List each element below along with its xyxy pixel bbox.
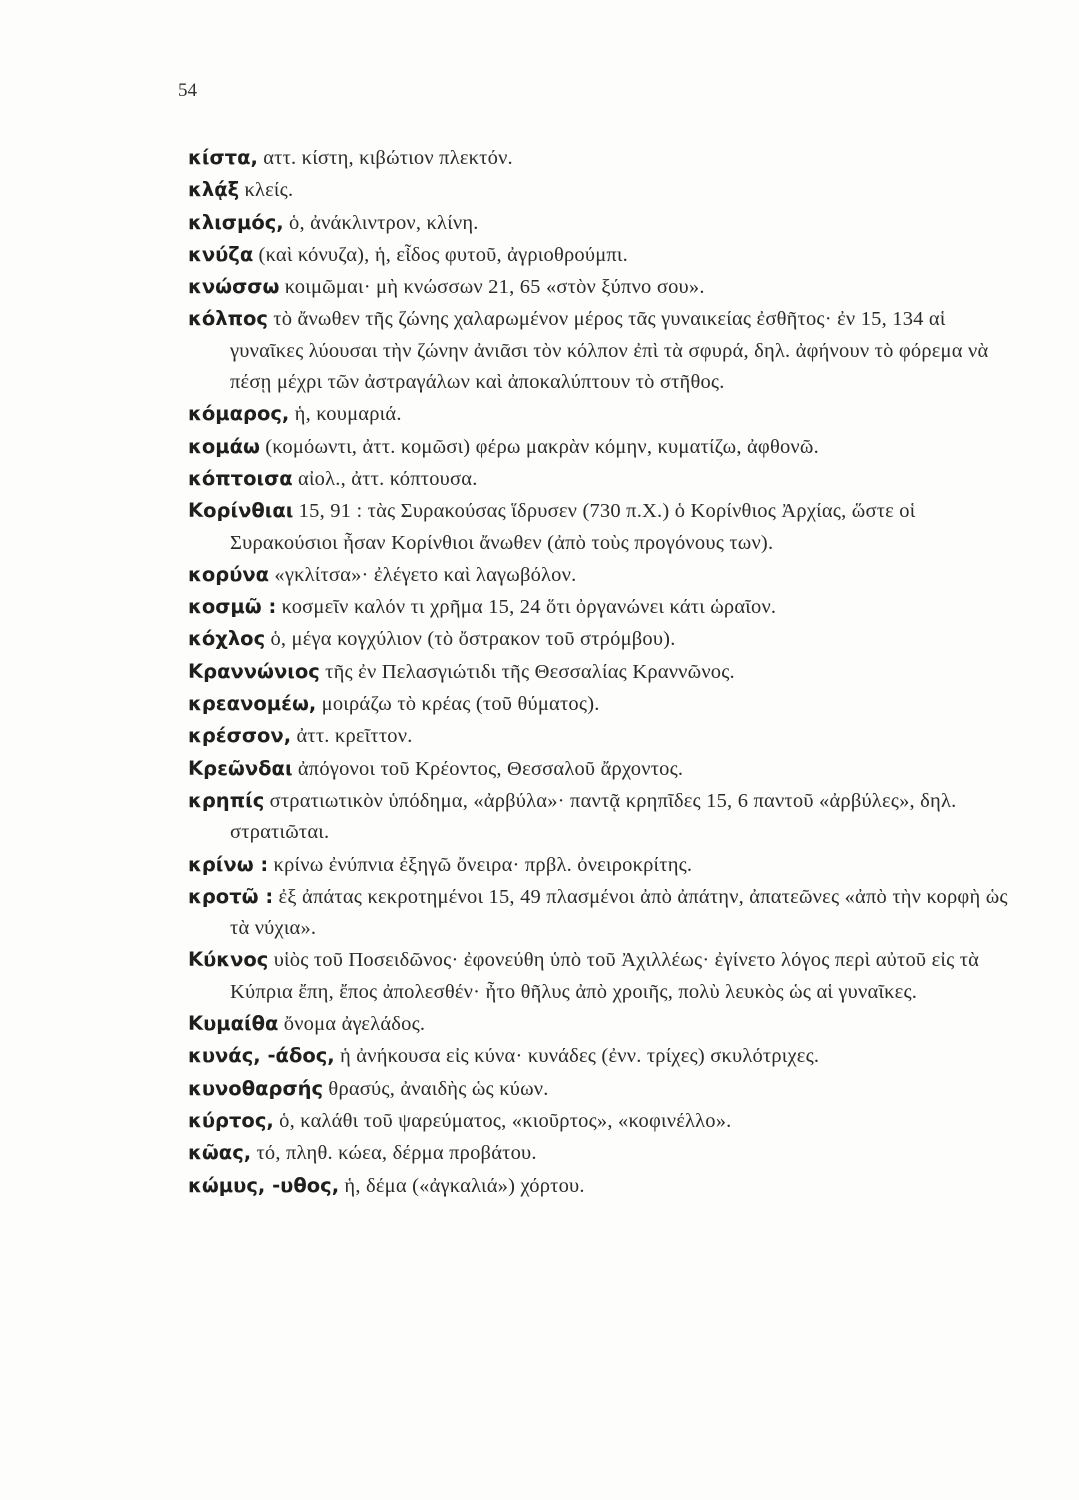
entry-definition: θρασύς, ἀναιδὴς ὡς κύων. [323, 1077, 549, 1100]
entry-definition: τό, πληθ. κώεα, δέρμα προβάτου. [251, 1142, 537, 1165]
entry-headword: κρεανομέω, [188, 692, 317, 716]
entry-definition: ἐξ ἀπάτας κεκροτημένοι 15, 49 πλασμένοι ἀπὸ ἀπάτην, ἀπατεῶνες «ἀπὸ τὴν κορφὴ ὡς τὰ νύχια». [230, 885, 1008, 940]
entry-headword: Κυμαίθα [188, 1012, 279, 1036]
glossary-entry [188, 1137, 1008, 1169]
glossary-entry [188, 785, 1008, 849]
entry-definition: αττ. κίστη, κιβώτιον πλεκτόν. [257, 147, 513, 169]
entry-headword: κοσμῶ : [188, 595, 277, 619]
glossary-entry [188, 463, 1008, 495]
entry-definition: υἱὸς τοῦ Ποσειδῶνος· ἐφονεύθη ὑπὸ τοῦ Ἀχιλλέως· ἐγίνετο λόγος περὶ αὐτοῦ εἰς τὰ Κύπρια ἔπη, ἔπος ἀπολεσθέν· ἦτο θῆλυς ἀπὸ χροιῆς, πολὺ λευκὸς ὡς αἱ γυναῖκες. [230, 949, 980, 1003]
entry-definition: ὄνομα ἀγελάδος. [278, 1013, 426, 1036]
glossary-entry [188, 239, 1008, 271]
glossary-entry [188, 1073, 1008, 1105]
entry-headword: κροτῶ : [188, 884, 274, 908]
entry-headword: κυνάς, -άδος, [188, 1044, 335, 1068]
entry-headword: κόχλος [188, 627, 266, 651]
entry-definition: τὸ ἄνωθεν τῆς ζώνης χαλαρωμένον μέρος τᾶς γυναικείας ἐσθῆτος· ἐν 15, 134 αἱ γυναῖκες λύουσαι τὴν ζώνην ἀνιᾶσι τὸν κόλπον ἐπὶ τὰ σφυρά, δηλ. ἀφήνουν τὸ φόρεμα νὰ πέσῃ μέχρι τῶν ἀστραγάλων καὶ ἀποκαλύπτουν τὸ στῆθος. [230, 308, 989, 394]
glossary-entry [188, 656, 1008, 688]
entry-headword: κορύνα [188, 562, 270, 586]
entry-definition: (καὶ κόνυζα), ἡ, εἶδος φυτοῦ, ἀγριοθρούμπι. [253, 243, 628, 266]
entry-definition: αἰολ., ἀττ. κόπτουσα. [292, 467, 478, 490]
glossary-entry [188, 559, 1008, 591]
glossary-entry [188, 591, 1008, 623]
entry-headword: κνώσσω [188, 275, 280, 299]
entry-headword: κλισμός, [188, 210, 284, 234]
glossary-entry [188, 271, 1008, 303]
glossary-entry [188, 1105, 1008, 1137]
glossary-entry [188, 1040, 1008, 1072]
glossary-entry [188, 881, 1008, 945]
entry-definition: ἡ, κουμαριά. [289, 403, 402, 426]
entry-headword: κόπτοισα [188, 466, 293, 490]
glossary-entry [188, 944, 1008, 1008]
entry-definition: ἀπόγονοι τοῦ Κρέοντος, Θεσσαλοῦ ἄρχοντος. [292, 757, 684, 780]
glossary-entry [188, 142, 1008, 174]
glossary-entry [188, 623, 1008, 655]
glossary-entry [188, 431, 1008, 463]
entry-definition: στρατιωτικὸν ὑπόδημα, «ἀρβύλα»· παντᾷ κρηπῖδες 15, 6 παντοῦ «ἀρβύλες», δηλ. στρατιῶται. [230, 789, 957, 844]
entry-definition: κοιμῶμαι· μὴ κνώσσων 21, 65 «στὸν ξύπνο σου». [279, 276, 705, 299]
glossary-entry [188, 688, 1008, 720]
glossary-entry [188, 174, 1008, 206]
entry-definition: (κομόωντι, ἀττ. κομῶσι) φέρω μακρὰν κόμην, κυματίζω, ἀφθονῶ. [259, 435, 819, 458]
entry-definition: ὁ, μέγα κογχύλιον (τὸ ὄστρακον τοῦ στρόμβου). [265, 628, 676, 651]
glossary-entry [188, 1170, 1008, 1202]
entry-headword: κῶας, [188, 1141, 252, 1165]
glossary-entry [188, 207, 1008, 239]
entry-definition: τῆς ἐν Πελασγιώτιδι τῆς Θεσσαλίας Κραννῶνος. [319, 660, 735, 683]
entry-headword: Κρεῶνδαι [188, 756, 293, 780]
entry-definition: ἡ, δέμα («ἀγκαλιά») χόρτου. [339, 1174, 585, 1197]
entry-headword: Κραννώνιος [188, 659, 320, 683]
entry-definition: κρίνω ἐνύπνια ἐξηγῶ ὄνειρα· πρβλ. ὀνειροκρίτης. [268, 853, 693, 876]
glossary-entry [188, 849, 1008, 881]
glossary-entries [188, 142, 1008, 1202]
entry-definition: «γκλίτσα»· ἐλέγετο καὶ λαγωβόλον. [269, 563, 577, 586]
entry-definition: κοσμεῖν καλόν τι χρῆμα 15, 24 ὅτι ὀργανώνει κάτι ὡραῖον. [276, 596, 777, 619]
entry-headword: κλᾴξ [188, 178, 240, 202]
entry-definition: κλείς. [239, 179, 294, 202]
entry-headword: κνύζα [188, 242, 254, 266]
entry-definition: ὁ, καλάθι τοῦ ψαρεύματος, «κιοῦρτος», «κοφινέλλο». [273, 1109, 732, 1132]
entry-headword: κομάω [188, 434, 260, 458]
entry-headword: κίστα, [188, 146, 258, 169]
page-number: 54 [178, 80, 197, 101]
entry-definition: μοιράζω τὸ κρέας (τοῦ θύματος). [316, 693, 600, 716]
entry-definition: ἡ ἀνήκουσα εἰς κύνα· κυνάδες (ἐνν. τρίχες) σκυλότριχες. [334, 1045, 820, 1068]
entry-headword: Κορίνθιαι [188, 499, 294, 523]
glossary-entry [188, 1008, 1008, 1040]
glossary-entry [188, 720, 1008, 752]
entry-headword: κρίνω : [188, 852, 269, 876]
entry-headword: κρηπίς [188, 788, 265, 812]
entry-headword: κόμαρος, [188, 402, 290, 426]
entry-headword: κυνοθαρσής [188, 1076, 324, 1100]
entry-headword: κύρτος, [188, 1108, 274, 1132]
entry-headword: κρέσσον, [188, 724, 292, 748]
entry-headword: κώμυς, -υθος, [188, 1173, 340, 1197]
entry-definition: ὁ, ἀνάκλιντρον, κλίνη. [283, 211, 479, 234]
entry-headword: Κύκνος [188, 948, 269, 972]
entry-definition: 15, 91 : τὰς Συρακούσας ἵδρυσεν (730 π.Χ.) ὁ Κορίνθιος Ἀρχίας, ὥστε οἱ Συρακούσιοι ἦσαν Κορίνθιοι ἄνωθεν (ἀπὸ τοὺς προγόνους των). [230, 500, 916, 554]
entry-definition: ἀττ. κρεῖττον. [291, 725, 413, 748]
glossary-entry [188, 495, 1008, 559]
entry-headword: κόλπος [188, 307, 268, 331]
glossary-entry [188, 398, 1008, 430]
glossary-entry [188, 303, 1008, 398]
glossary-entry [188, 753, 1008, 785]
